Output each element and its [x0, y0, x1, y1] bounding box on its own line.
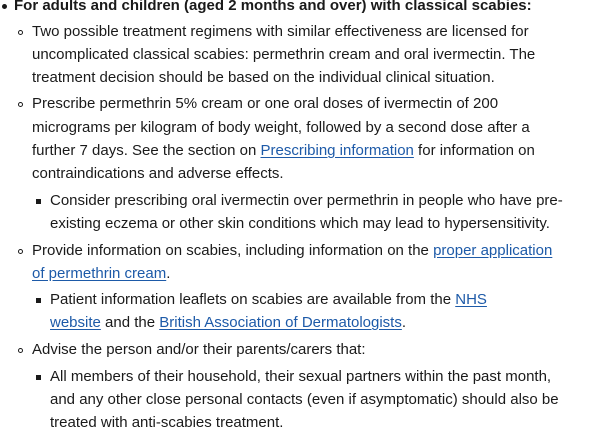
item2-line2: micrograms per kilogram of body weight, followed by a second dose after a — [32, 119, 530, 136]
item1-line3: treatment decision should be based on the individual clinical situation. — [32, 69, 495, 86]
item1-line1: Two possible treatment regimens with similar effectiveness are licensed for — [32, 23, 529, 40]
item4-line1: Advise the person and/or their parents/carers that: — [32, 341, 366, 358]
item3-sub1-line2 — [50, 313, 406, 333]
item2-sub1-line1: Consider prescribing oral ivermectin over permethrin in people who have pre- — [50, 192, 563, 209]
section-heading: For adults and children (aged 2 months and over) with classical scabies: — [14, 0, 532, 14]
bullet-square-icon — [36, 199, 41, 204]
bullet-circle-icon — [18, 30, 23, 35]
item2-line4: contraindications and adverse effects. — [32, 165, 284, 182]
item4-sub1-line2: and any other close personal contacts (even if asymptomatic) should also be — [50, 391, 559, 408]
permethrin-cream-link[interactable]: of permethrin cream — [32, 265, 167, 282]
item3-line1-text: Provide information on scabies, including information on the — [32, 242, 434, 259]
bullet-disc-icon — [2, 4, 7, 9]
item2-line3 — [32, 141, 535, 161]
item2-sub1-line2: existing eczema or other skin conditions which may lead to hypersensitivity. — [50, 215, 550, 232]
item3-line1 — [32, 241, 552, 261]
proper-application-link[interactable]: proper application — [433, 242, 553, 259]
bullet-square-icon — [36, 298, 41, 303]
item1-line2: uncomplicated classical scabies: permethrin cream and oral ivermectin. The — [32, 46, 536, 63]
item3-line2 — [32, 264, 170, 284]
item3-sub1-and: and the — [100, 314, 160, 331]
nhs-link[interactable]: NHS — [455, 291, 487, 308]
item3-line2-period: . — [166, 265, 171, 282]
item2-line1: Prescribe permethrin 5% cream or one oral doses of ivermectin of 200 — [32, 95, 499, 112]
bullet-circle-icon — [18, 348, 23, 353]
item3-sub1-line1 — [50, 290, 487, 310]
item3-sub1-period: . — [401, 314, 407, 331]
item4-sub1-line1: All members of their household, their sexual partners within the past month, — [50, 368, 552, 385]
nhs-website-link[interactable]: website — [50, 314, 101, 331]
item2-line3-text: further 7 days. See the section on — [32, 142, 261, 159]
item2-line3-text-end: for information on — [413, 142, 535, 159]
prescribing-information-link[interactable]: Prescribing information — [260, 142, 414, 159]
bullet-circle-icon — [18, 249, 23, 254]
item4-sub1-line3: treated with anti-scabies treatment. — [50, 414, 284, 431]
bullet-circle-icon — [18, 102, 23, 107]
british-association-dermatologists-link[interactable]: British Association of Dermatologists — [159, 314, 402, 331]
item3-sub1-text: Patient information leaflets on scabies are available from the — [50, 291, 456, 308]
bullet-square-icon — [36, 375, 41, 380]
